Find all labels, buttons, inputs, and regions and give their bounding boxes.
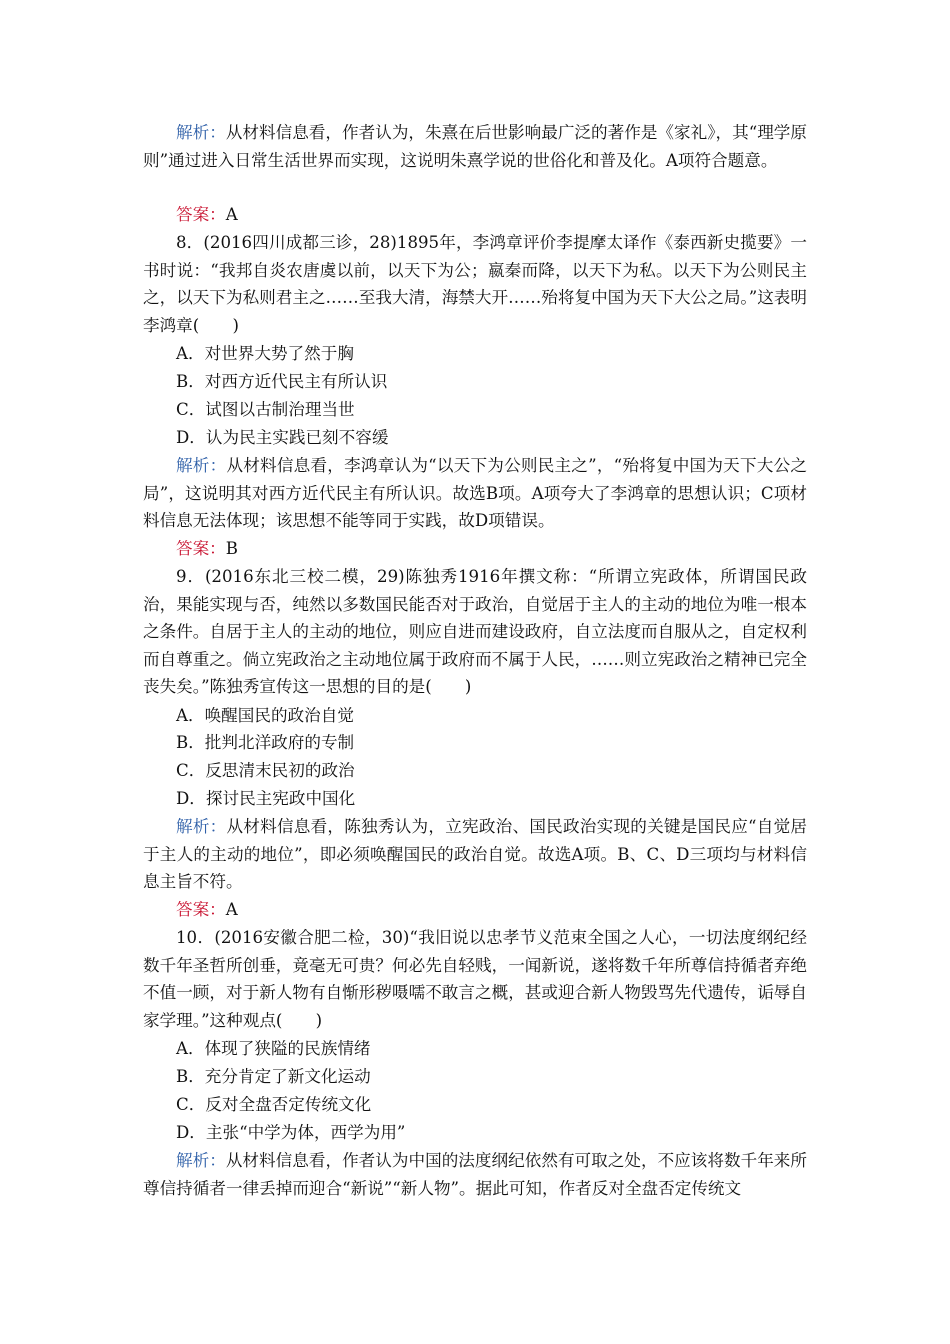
q9-stem: 9．(2016东北三校二模，29)陈独秀1916年撰文称：“所谓立宪政体，所谓国民政治，果能实现与否，纯然以多数国民能否对于政治，自觉居于主人的主动的地位为唯一根本之条件。自居于主人的主动的地位，则应自进而建设政府，自立法度而自服从之，自定权利而自尊重之。倘立宪政治之主动地位属于政府而不属于人民，……则立宪政治之精神已完全丧失矣。”陈独秀宣传这一思想的目的是( ) [143,567,807,697]
q10-option-a: A．体现了狭隘的民族情绪 [176,1039,371,1058]
q10-option-c: C．反对全盘否定传统文化 [176,1095,372,1114]
q10-analysis-text: 从材料信息看，作者认为中国的法度纲纪依然有可取之处，不应该将数千年来所尊信持循者一律丢掉而迎合“新说”“新人物”。据此可知，作者反对全盘否定传统文 [143,1151,808,1198]
q7-answer-value: A [225,205,238,224]
q7-analysis-text: 从材料信息看，作者认为，朱熹在后世影响最广泛的著作是《家礼》，其“理学原则”通过进入日常生活世界而实现，这说明朱熹学说的世俗化和普及化。A项符合题意。 [143,123,808,170]
q9-answer-value: A [225,900,238,919]
q9-option-a: A．唤醒国民的政治自觉 [176,706,354,725]
q8-analysis [143,452,807,535]
q7-answer [143,201,807,229]
analysis-label: 解析： [176,456,227,475]
q10-analysis [143,1147,807,1202]
q8-option-c: C．试图以古制治理当世 [176,400,355,419]
q9-option-d: D．探讨民主宪政中国化 [176,789,356,808]
q9-option-b: B．批判北洋政府的专制 [176,733,355,752]
q8-option-d: D．认为民主实践已刻不容缓 [176,428,389,447]
analysis-label: 解析： [176,123,226,142]
q10-option-d: D．主张“中学为体，西学为用” [176,1123,406,1142]
q9-answer [143,896,807,924]
answer-label: 答案： [176,539,226,558]
q8-option-b: B．对西方近代民主有所认识 [176,372,388,391]
q10-option-b: B．充分肯定了新文化运动 [176,1067,371,1086]
answer-label: 答案： [176,900,226,919]
analysis-label: 解析： [176,817,227,836]
q10-stem: 10．(2016安徽合肥二检，30)“我旧说以忠孝节义范束全国之人心，一切法度纲纪经数千年圣哲所创垂，竟毫无可贵？何必先自轻贱，一闻新说，遂将数千年所尊信持循者弃绝不值一顾，对于新人物有自惭形秽嗫嚅不敢言之概，甚或迎合新人物毁骂先代遗传，诟辱自家学理。”这种观点( ) [143,928,807,1030]
answer-label: 答案： [176,205,226,224]
analysis-label: 解析： [176,1151,226,1170]
q8-option-a: A．对世界大势了然于胸 [176,344,354,363]
q8-answer-value: B [225,539,238,558]
q8-stem: 8．(2016四川成都三诊，28)1895年，李鸿章评价李提摩太译作《泰西新史揽要》一书时说：“我邦自炎农唐虞以前，以天下为公；嬴秦而降，以天下为私。以天下为公则民主之，以天下为私则君主之……至我大清，海禁大开……殆将复中国为天下大公之局。”这表明李鸿章( ) [143,233,807,335]
q9-analysis-text: 从材料信息看，陈独秀认为，立宪政治、国民政治实现的关键是国民应“自觉居于主人的主动的地位”，即必须唤醒国民的政治自觉。故选A项。B、C、D三项均与材料信息主旨不符。 [143,817,808,892]
q9-analysis [143,813,807,896]
q7-analysis [143,119,807,174]
q8-analysis-text: 从材料信息看，李鸿章认为“以天下为公则民主之”，“殆将复中国为天下大公之局”，这说明其对西方近代民主有所认识。故选B项。A项夸大了李鸿章的思想认识；C项材料信息无法体现；该思想不能等同于实践，故D项错误。 [143,456,808,531]
q8-answer [143,535,807,563]
q9-option-c: C．反思清末民初的政治 [176,761,355,780]
